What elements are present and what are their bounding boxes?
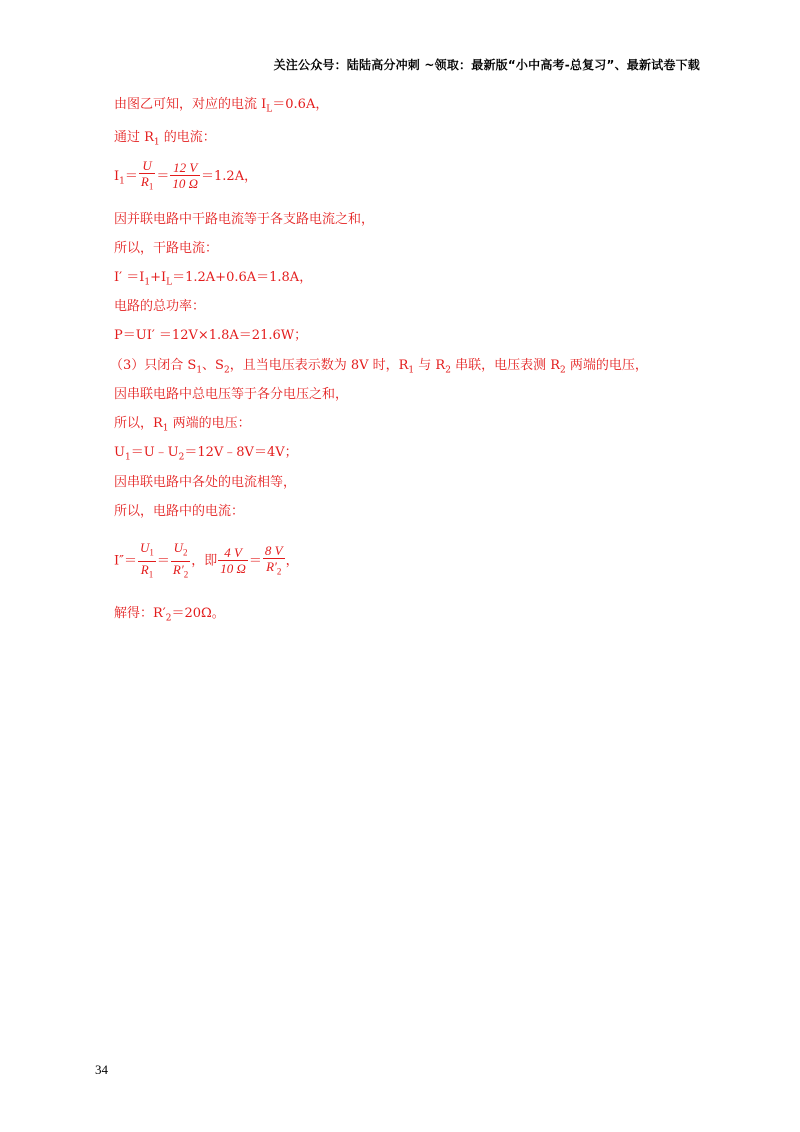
- text: I′ ＝I: [114, 270, 145, 285]
- subscript: 2: [165, 613, 172, 624]
- numerator: U: [139, 158, 155, 174]
- subscript: 1: [149, 547, 154, 558]
- text: 、S: [202, 358, 224, 373]
- subscript: 2: [276, 566, 282, 577]
- denominator: R: [140, 174, 149, 189]
- text: （3）只闭合 S: [110, 358, 197, 373]
- text: ，: [285, 553, 299, 569]
- line-10: 因串联电路中总电压等于各分电压之和，: [114, 387, 349, 402]
- numerator: U: [140, 540, 150, 555]
- line-14: 所以，电路中的电流：: [114, 504, 245, 519]
- line-3-formula: [114, 158, 257, 195]
- text: ＝U﹣U: [130, 445, 179, 460]
- fraction-u2-over-r2prime: [171, 540, 190, 582]
- line-2: [114, 129, 216, 152]
- line-16: [114, 605, 225, 628]
- subscript: 1: [162, 423, 169, 434]
- fraction-4v-over-10ohm: [218, 545, 248, 577]
- line-8: P＝UI′ ＝12V×1.8A＝21.6W；: [114, 328, 308, 343]
- text: 两端的电压：: [168, 416, 251, 431]
- subscript: 1: [408, 365, 415, 376]
- denominator: R′: [172, 561, 184, 577]
- text: 解得：R′: [114, 606, 166, 621]
- page-number: 34: [95, 1062, 108, 1077]
- text: I: [114, 168, 120, 184]
- subscript: 1: [148, 181, 154, 192]
- subscript: 2: [560, 365, 566, 376]
- text: ＝: [124, 553, 138, 569]
- subscript: 2: [183, 547, 188, 558]
- line-12: [114, 444, 298, 467]
- subscript: 2: [445, 365, 451, 376]
- text: 的电流：: [159, 130, 216, 145]
- text: ＝: [156, 553, 170, 569]
- line-7: 电路的总功率：: [114, 299, 206, 314]
- text: 通过 R: [114, 130, 154, 145]
- subscript: 1: [124, 452, 131, 463]
- text: 两端的电压，: [565, 358, 648, 373]
- line-1: [114, 96, 328, 119]
- numerator: U: [173, 540, 184, 555]
- text: ，且当电压表示数为 8V 时，R: [229, 358, 409, 373]
- denominator: R: [140, 561, 149, 577]
- text: I″: [114, 553, 124, 569]
- denominator: 10 Ω: [172, 176, 199, 192]
- text: ＝: [124, 168, 138, 184]
- subscript: 2: [183, 569, 189, 580]
- text: ＝: [248, 553, 262, 569]
- subscript: 1: [144, 277, 151, 288]
- text: ＝0.6A，: [272, 97, 329, 112]
- subscript: L: [266, 104, 273, 115]
- subscript: 1: [148, 569, 154, 580]
- subscript: 2: [178, 452, 185, 463]
- text: +I: [150, 270, 167, 285]
- fraction-8v-over-r2prime: [263, 543, 285, 580]
- subscript: 1: [119, 176, 125, 187]
- subscript: L: [166, 277, 173, 288]
- line-13: 因串联电路中各处的电流相等，: [114, 475, 297, 490]
- fraction-u-over-r1: [139, 158, 155, 195]
- subscript: 1: [196, 365, 203, 376]
- text: U: [114, 445, 125, 460]
- line-9: [110, 357, 648, 380]
- text: ，即: [191, 553, 218, 569]
- fraction-u1-over-r1: [138, 540, 156, 582]
- numerator: 4 V: [218, 545, 248, 561]
- line-6: [114, 269, 312, 292]
- numerator: 12 V: [170, 160, 200, 176]
- text: 与 R: [414, 358, 446, 373]
- text: ＝1.2A，: [201, 168, 258, 184]
- denominator: R′: [266, 558, 277, 574]
- subscript: 1: [153, 137, 160, 148]
- text: ＝20Ω。: [171, 606, 225, 621]
- line-4: 因并联电路中干路电流等于各支路电流之和，: [114, 212, 375, 227]
- subscript: 2: [223, 365, 230, 376]
- fraction-12v-over-10ohm: [170, 160, 200, 192]
- line-5: 所以，干路电流：: [114, 241, 219, 256]
- line-11: [114, 415, 251, 438]
- page-header: 关注公众号：陆陆高分冲刺 ~领取：最新版“小中高考-总复习”、最新试卷下载: [273, 58, 700, 72]
- denominator: 10 Ω: [220, 561, 246, 577]
- numerator: 8 V: [264, 542, 283, 558]
- text: 所以，R: [114, 416, 163, 431]
- text: ＝1.2A+0.6A＝1.8A，: [172, 270, 313, 285]
- text: ＝: [156, 168, 170, 184]
- line-15-formula: [114, 540, 299, 582]
- text: ＝12V﹣8V＝4V；: [184, 445, 298, 460]
- text: 由图乙可知，对应的电流 I: [114, 97, 267, 112]
- text: 串联，电压表测 R: [450, 358, 560, 373]
